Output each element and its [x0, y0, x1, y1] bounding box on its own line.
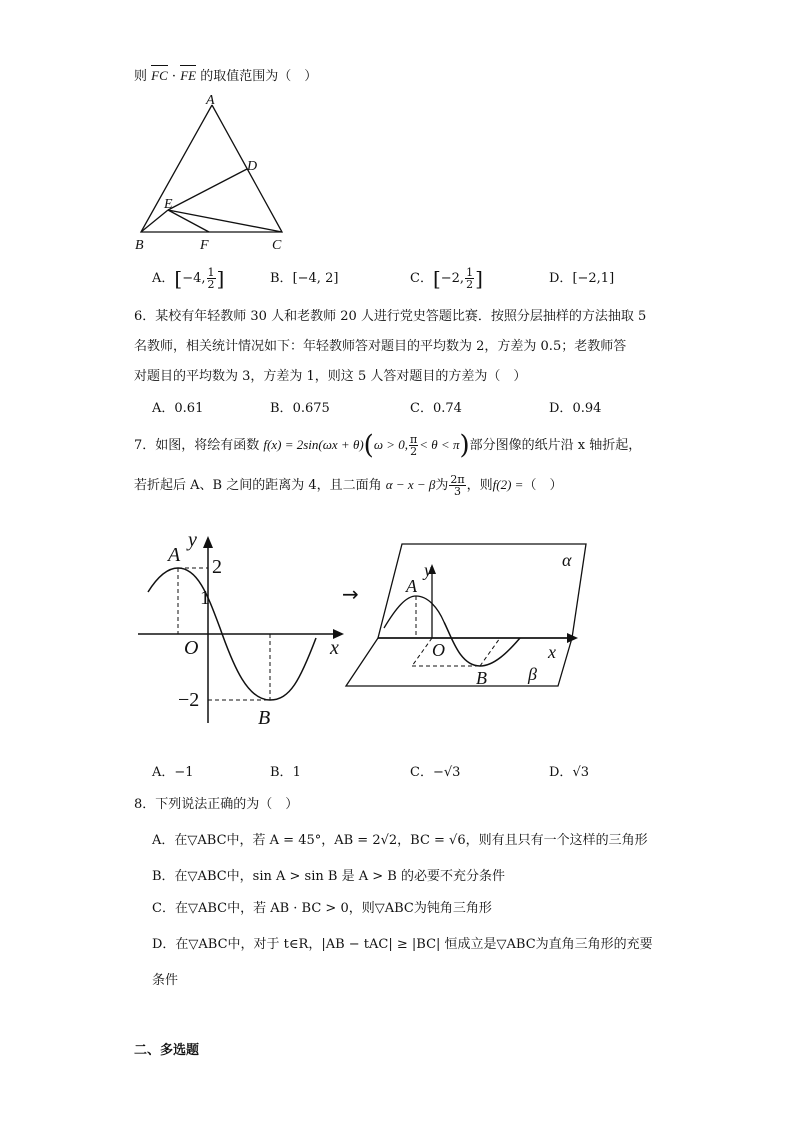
label-f: F — [200, 238, 209, 253]
fig1-label-a: A — [168, 544, 181, 566]
fig1-tick-1: 1 — [200, 587, 210, 609]
q6-line-1: 6．某校有年轻教师 30 人和老教师 20 人进行党史答题比赛．按照分层抽样的方法抽取 5 — [134, 309, 647, 324]
vector-fc: FC — [151, 68, 168, 83]
q5-option-a[interactable]: A．[−4, $\frac{1}{2}$ ] — [152, 266, 225, 291]
q6-line-3: 对题目的平均数为 3，方差为 1，则这 5 人答对题目的方差为（ ） — [134, 369, 527, 384]
section-heading-multiple-choice: 二、多选题 — [134, 1043, 200, 1058]
fig2-dashed-o — [412, 638, 432, 666]
q8-option-c[interactable]: C．在▽ABC中，若 AB · BC > 0，则▽ABC为钝角三角形 — [152, 901, 492, 916]
folded-plane-figure — [340, 538, 590, 698]
label-d: D — [247, 159, 258, 174]
fig2-label-alpha: α — [562, 550, 572, 570]
segment-ec — [168, 210, 282, 232]
q5-stem: 则 FC · FE 的取值范围为（ ） — [134, 68, 318, 84]
q6-option-b[interactable]: B．0.675 — [270, 401, 330, 416]
fig2-curve-lower — [444, 622, 520, 666]
q8-option-d-line-2: 条件 — [152, 973, 179, 988]
q7-option-b[interactable]: B．1 — [270, 765, 301, 780]
label-b: B — [135, 238, 144, 253]
fig2-label-beta: β — [528, 664, 537, 684]
q5-option-c[interactable]: C．[−2, $\frac{1}{2}$ ] — [410, 266, 483, 291]
q7-option-c[interactable]: C．−√3 — [410, 765, 461, 780]
q8-stem: 8．下列说法正确的为（ ） — [134, 797, 299, 812]
segment-ed — [168, 169, 247, 210]
q5-option-b[interactable]: B．[−4, 2] — [270, 271, 339, 286]
q7-line-1: 7．如图，将绘有函数 f(x) = 2sin(ωx + θ)(ω > 0, $\frac{\pi}{2}$ < θ < π)部分图像的纸片沿 x 轴折起， — [134, 430, 642, 461]
q5-option-d[interactable]: D．[−2,1] — [549, 271, 615, 286]
q8-option-d-line-1[interactable]: D．在▽ABC中，对于 t∈R，|AB − tAC| ≥ |BC| 恒成立是▽ABC为直角三角形的充要 — [152, 937, 653, 952]
fig2-curve-upper — [384, 596, 444, 628]
fig2-label-a: A — [406, 576, 417, 596]
fig1-tick-2: 2 — [212, 556, 222, 578]
plane-beta — [346, 638, 572, 686]
q8-option-a[interactable]: A．在▽ABC中，若 A = 45°，AB = 2√2，BC = √6，则有且只有一个这样的三角形 — [152, 833, 648, 848]
triangle-figure — [130, 92, 290, 254]
q6-option-a[interactable]: A．0.61 — [152, 401, 204, 416]
y-axis-arrowhead — [203, 536, 213, 548]
fig1-label-y: y — [188, 529, 197, 551]
label-a: A — [206, 93, 215, 108]
fig1-tick-neg2: −2 — [178, 689, 200, 711]
vector-fe: FE — [180, 68, 197, 83]
fig1-label-b: B — [258, 707, 271, 728]
label-e: E — [164, 197, 173, 212]
q7-option-a[interactable]: A．−1 — [152, 765, 194, 780]
q6-option-c[interactable]: C．0.74 — [410, 401, 462, 416]
transform-arrow: → — [342, 582, 359, 606]
fig1-label-x: x — [330, 637, 339, 659]
q6-line-2: 名教师，相关统计情况如下：年轻教师答对题目的平均数为 2，方差为 0.5；老教师答 — [134, 339, 627, 354]
q7-line-2: 若折起后 A、B 之间的距离为 4，且二面角 α − x − β为 $\frac{2\pi}{3}$ ，则f(2) =（ ） — [134, 473, 563, 498]
fig2-label-x: x — [548, 642, 556, 662]
triangle-outline — [141, 105, 282, 232]
fig2-label-o: O — [432, 640, 445, 660]
fig2-label-b: B — [476, 668, 487, 688]
fig2-dashed-b — [480, 638, 500, 666]
fig2-label-y: y — [424, 560, 432, 580]
q7-option-d[interactable]: D．√3 — [549, 765, 589, 780]
sine-graph-figure — [130, 528, 355, 728]
q6-option-d[interactable]: D．0.94 — [549, 401, 602, 416]
q8-option-b[interactable]: B．在▽ABC中，sin A > sin B 是 A > B 的必要不充分条件 — [152, 869, 505, 884]
label-c: C — [272, 238, 282, 253]
segment-eb — [141, 210, 168, 232]
fig1-label-o: O — [184, 637, 199, 659]
